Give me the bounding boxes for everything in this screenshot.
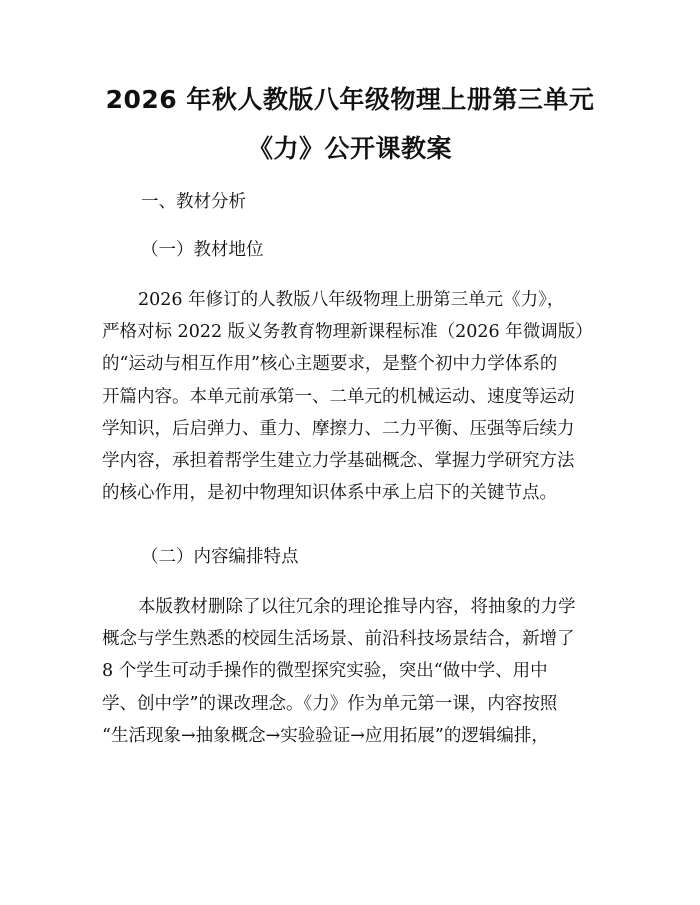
subsection-heading-textbook-position: （一）教材地位 xyxy=(141,240,264,260)
paragraph-line: 概念与学生熟悉的校园生活场景、前沿科技场景结合，新增了 xyxy=(102,629,575,650)
paragraph-line: 2026 年修订的人教版八年级物理上册第三单元《力》， xyxy=(138,290,565,310)
paragraph-line: 开篇内容。本单元前承第一、二单元的机械运动、速度等运动 xyxy=(102,386,575,407)
paragraph-line: “生活现象→抽象概念→实验验证→应用拓展”的逻辑编排， xyxy=(102,725,549,746)
paragraph-line: 严格对标 2022 版义务教育物理新课程标准（2026 年微调版） xyxy=(102,322,593,343)
paragraph-line: 学内容，承担着帮学生建立力学基础概念、掌握力学研究方法 xyxy=(102,450,575,471)
paragraph-line: 学、创中学”的课改理念。《力》作为单元第一课，内容按照 xyxy=(102,693,558,714)
subsection-heading-content-arrangement: （二）内容编排特点 xyxy=(141,547,299,567)
paragraph-line: 8 个学生可动手操作的微型探究实验，突出“做中学、用中 xyxy=(102,661,548,682)
paragraph-line: 学知识，后启弹力、重力、摩擦力、二力平衡、压强等后续力 xyxy=(102,418,575,439)
document-title-line-2: 《力》公开课教案 xyxy=(247,134,452,163)
document-title-line-1: 2026 年秋人教版八年级物理上册第三单元 xyxy=(105,85,595,114)
paragraph-content-arrangement xyxy=(102,591,602,752)
paragraph-line: 的核心作用，是初中物理知识体系中承上启下的关键节点。 xyxy=(102,483,557,504)
section-heading-textbook-analysis: 一、教材分析 xyxy=(141,192,246,212)
paragraph-textbook-position xyxy=(102,284,602,509)
paragraph-line: 的“运动与相互作用”核心主题要求，是整个初中力学体系的 xyxy=(102,354,558,375)
paragraph-line: 本版教材删除了以往冗余的理论推导内容，将抽象的力学 xyxy=(138,597,576,617)
